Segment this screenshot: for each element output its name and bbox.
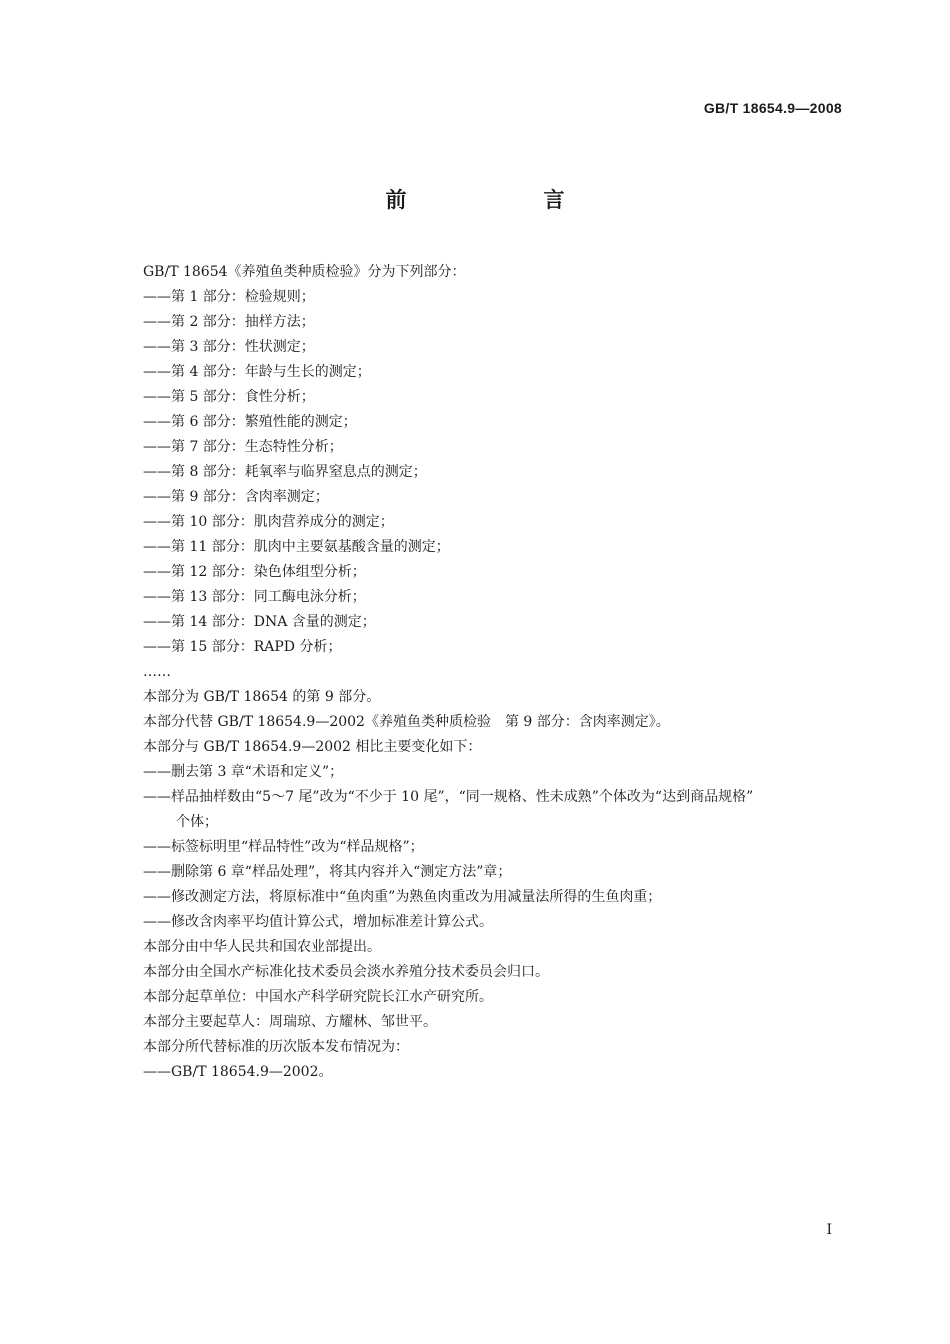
part-list-item: ——第 9 部分：含肉率测定；: [143, 489, 329, 505]
part-list-item: ——第 7 部分：生态特性分析；: [143, 439, 343, 455]
change-list-item-continuation: 个体；: [176, 814, 218, 830]
page-number: I: [826, 1222, 832, 1238]
part-list-item: ——第 13 部分：同工酶电泳分析；: [143, 589, 366, 605]
part-list-item: ——第 1 部分：检验规则；: [143, 289, 315, 305]
standard-code: GB/T 18654.9—2008: [703, 100, 842, 116]
page-title: 前 言: [385, 188, 623, 212]
change-list-item: ——修改含肉率平均值计算公式，增加标准差计算公式。: [143, 914, 493, 930]
change-list-item: ——样品抽样数由“5～7 尾”改为“不少于 10 尾”，“同一规格、性未成熟”个体改为“达到商品规格”: [143, 789, 754, 805]
part-list-item: ——第 8 部分：耗氧率与临界窒息点的测定；: [143, 464, 427, 480]
part-list-item: ——第 11 部分：肌肉中主要氨基酸含量的测定；: [143, 539, 450, 555]
paragraph-line: 本部分为 GB/T 18654 的第 9 部分。: [143, 689, 381, 705]
part-list-item: ——第 10 部分：肌肉营养成分的测定；: [143, 514, 394, 530]
ellipsis-line: ……: [143, 664, 171, 680]
paragraph-line: 本部分起草单位：中国水产科学研究院长江水产研究所。: [143, 989, 493, 1005]
paragraph-line: 本部分由中华人民共和国农业部提出。: [143, 939, 381, 955]
part-list-item: ——第 14 部分：DNA 含量的测定；: [143, 614, 376, 630]
paragraph-line: 本部分由全国水产标准化技术委员会淡水养殖分技术委员会归口。: [143, 964, 549, 980]
part-list-item: ——第 2 部分：抽样方法；: [143, 314, 315, 330]
document-body: [143, 260, 853, 1085]
part-list-item: ——第 4 部分：年龄与生长的测定；: [143, 364, 371, 380]
history-list-item: ——GB/T 18654.9—2002。: [143, 1064, 333, 1080]
change-list-item: ——删除第 6 章“样品处理”，将其内容并入“测定方法”章；: [143, 864, 512, 880]
part-list-item: ——第 15 部分：RAPD 分析；: [143, 639, 342, 655]
part-list-item: ——第 3 部分：性状测定；: [143, 339, 315, 355]
change-list-item: ——标签标明里“样品特性”改为“样品规格”；: [143, 839, 424, 855]
intro-line: GB/T 18654《养殖鱼类种质检验》分为下列部分：: [143, 264, 466, 280]
part-list-item: ——第 6 部分：繁殖性能的测定；: [143, 414, 357, 430]
part-list-item: ——第 5 部分：食性分析；: [143, 389, 315, 405]
paragraph-line: 本部分代替 GB/T 18654.9—2002《养殖鱼类种质检验 第 9 部分：含肉率测定》。: [143, 714, 670, 730]
change-list-item: ——删去第 3 章“术语和定义”；: [143, 764, 344, 780]
paragraph-line: 本部分所代替标准的历次版本发布情况为：: [143, 1039, 409, 1055]
paragraph-line: 本部分主要起草人：周瑞琼、方耀林、邹世平。: [143, 1014, 437, 1030]
paragraph-line: 本部分与 GB/T 18654.9—2002 相比主要变化如下：: [143, 739, 482, 755]
part-list-item: ——第 12 部分：染色体组型分析；: [143, 564, 366, 580]
change-list-item: ——修改测定方法，将原标准中“鱼肉重”为熟鱼肉重改为用减量法所得的生鱼肉重；: [143, 889, 662, 905]
